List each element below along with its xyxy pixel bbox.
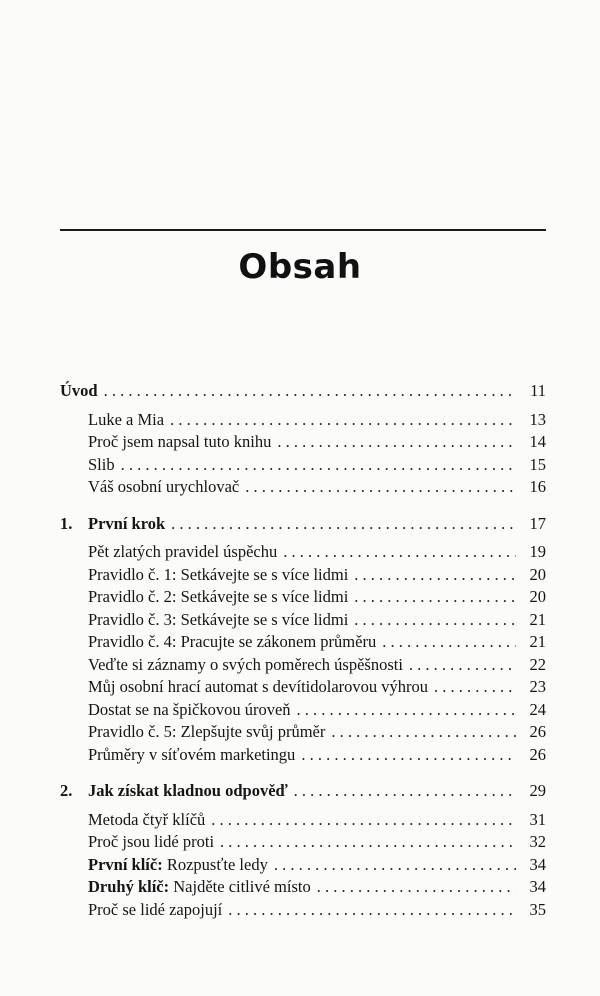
entry-text: Můj osobní hrací automat s devítidolarovou výhrou <box>88 677 429 696</box>
entry-title <box>88 744 295 767</box>
dot-leader <box>354 564 516 587</box>
page-number: 34 <box>529 877 546 896</box>
entry-text: Pravidlo č. 4: Pracujte se zákonem průměru <box>88 632 377 651</box>
toc-chapter[interactable] <box>60 513 546 536</box>
toc-entry[interactable] <box>60 854 546 877</box>
entry-title <box>88 431 271 454</box>
entry-title <box>88 854 268 877</box>
page-number: 16 <box>529 477 546 496</box>
section-gap <box>60 499 546 513</box>
entry-text: Proč jsou lidé proti <box>88 832 215 851</box>
page-number: 15 <box>529 454 546 474</box>
page-number: 26 <box>529 722 546 741</box>
toc-entry[interactable] <box>60 586 546 609</box>
dot-leader <box>274 854 516 877</box>
entry-text: Dostat se na špičkovou úroveň <box>88 699 291 719</box>
chapter-title: Úvod <box>60 381 98 400</box>
toc-entry[interactable] <box>60 541 546 564</box>
page-number: 20 <box>529 587 546 606</box>
toc-entry[interactable] <box>60 899 546 922</box>
dot-leader <box>301 744 516 767</box>
dot-leader <box>354 586 516 609</box>
dot-leader <box>409 654 516 677</box>
table-of-contents <box>60 380 546 921</box>
dot-leader <box>297 699 516 722</box>
entry-text: Pravidlo č. 2: Setkávejte se s více lidmi <box>88 587 349 606</box>
entry-title <box>88 409 164 432</box>
dot-leader <box>171 513 516 536</box>
page-number: 21 <box>529 609 546 629</box>
dot-leader <box>228 899 516 922</box>
dot-leader <box>277 431 516 454</box>
entry-title <box>88 631 376 654</box>
entry-text: Pravidlo č. 5: Zlepšujte svůj průměr <box>88 722 326 741</box>
chapter-title: Jak získat kladnou odpověď <box>88 781 288 800</box>
page-number: 21 <box>529 632 546 651</box>
dot-leader <box>220 831 516 854</box>
toc-entry[interactable] <box>60 809 546 832</box>
dot-leader <box>283 541 516 564</box>
entry-text: Rozpusťte ledy <box>162 854 268 874</box>
entry-title <box>88 676 428 699</box>
toc-entry[interactable] <box>60 409 546 432</box>
toc-entry[interactable] <box>60 454 546 477</box>
entry-text: Najděte citlivé místo <box>169 877 311 896</box>
chapter-number: 1. <box>60 513 73 533</box>
dot-leader <box>354 609 516 632</box>
page-number: 31 <box>529 809 546 829</box>
entry-text: Pravidlo č. 3: Setkávejte se s více lidmi <box>88 609 349 629</box>
dot-leader <box>434 676 516 699</box>
entry-text: Slib <box>88 454 115 474</box>
entry-title <box>88 564 348 587</box>
entry-title <box>88 454 115 477</box>
entry-title <box>88 809 205 832</box>
page-number: 14 <box>529 432 546 451</box>
page-number: 13 <box>529 409 546 429</box>
toc-entry[interactable] <box>60 699 546 722</box>
entry-text: Metoda čtyř klíčů <box>88 809 206 829</box>
page-number: 34 <box>529 854 546 874</box>
entry-title <box>88 586 348 609</box>
dot-leader <box>331 721 516 744</box>
chapter-title: První krok <box>88 513 166 533</box>
entry-title <box>88 699 291 722</box>
entry-title <box>88 721 325 744</box>
page-number: 11 <box>530 381 546 400</box>
page-number: 19 <box>529 542 546 561</box>
dot-leader <box>104 380 516 403</box>
dot-leader <box>245 476 516 499</box>
toc-entry[interactable] <box>60 631 546 654</box>
page-number: 23 <box>529 677 546 696</box>
entry-text: Pravidlo č. 1: Setkávejte se s více lidmi <box>88 564 349 584</box>
page-number: 26 <box>529 744 546 764</box>
page-number: 35 <box>529 899 546 919</box>
entry-text: Pět zlatých pravidel úspěchu <box>88 542 278 561</box>
toc-entry[interactable] <box>60 431 546 454</box>
dot-leader <box>211 809 516 832</box>
dot-leader <box>294 780 516 803</box>
entry-title <box>88 654 403 677</box>
entry-text: Veďte si záznamy o svých poměrech úspěšnosti <box>88 654 403 674</box>
page-number: 24 <box>529 699 546 719</box>
dot-leader <box>317 876 516 899</box>
entry-text: Proč se lidé zapojují <box>88 899 223 919</box>
toc-entry[interactable] <box>60 744 546 767</box>
chapter-number: 2. <box>60 781 73 800</box>
page-number: 32 <box>529 832 546 851</box>
toc-entry[interactable] <box>60 609 546 632</box>
entry-text: Proč jsem napsal tuto knihu <box>88 432 272 451</box>
page-number: 29 <box>529 781 546 800</box>
toc-chapter[interactable] <box>60 780 546 803</box>
entry-text: Průměry v síťovém marketingu <box>88 744 296 764</box>
toc-entry[interactable] <box>60 564 546 587</box>
toc-entry[interactable] <box>60 721 546 744</box>
dot-leader <box>121 454 516 477</box>
entry-title <box>88 876 311 899</box>
entry-title <box>88 899 222 922</box>
header-rule <box>60 229 546 231</box>
toc-entry[interactable] <box>60 876 546 899</box>
entry-title <box>88 541 277 564</box>
page-number: 20 <box>529 564 546 584</box>
toc-entry[interactable] <box>60 676 546 699</box>
dot-leader <box>382 631 516 654</box>
page-number: 22 <box>529 654 546 674</box>
entry-title <box>88 831 214 854</box>
toc-chapter[interactable] <box>60 380 546 403</box>
entry-title <box>88 609 348 632</box>
dot-leader <box>170 409 516 432</box>
entry-lead: První klíč: <box>88 854 163 874</box>
entry-lead: Druhý klíč: <box>88 877 170 896</box>
toc-entry[interactable] <box>60 831 546 854</box>
toc-entry[interactable] <box>60 476 546 499</box>
entry-text: Váš osobní urychlovač <box>88 477 240 496</box>
page-title: Obsah <box>238 247 362 287</box>
entry-title <box>88 476 239 499</box>
entry-text: Luke a Mia <box>88 409 165 429</box>
page-number: 17 <box>529 513 546 533</box>
section-gap <box>60 766 546 780</box>
toc-entry[interactable] <box>60 654 546 677</box>
